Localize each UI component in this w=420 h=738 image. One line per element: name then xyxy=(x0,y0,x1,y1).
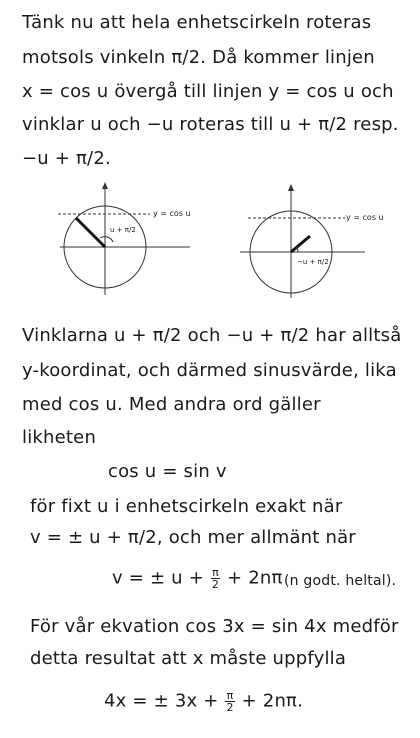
fraction-pi-over-2 xyxy=(225,690,234,713)
text-line: Tänk nu att hela enhetscirkeln roteras xyxy=(22,12,372,33)
text-line: För vår ekvation cos 3x = sin 4x medför xyxy=(30,616,399,637)
text-line: vinklar u och −u roteras till u + π/2 resp. xyxy=(22,114,399,135)
text-line: motsols vinkeln π/2. Då kommer linjen xyxy=(22,47,375,68)
fraction-pi-over-2 xyxy=(211,567,220,590)
equation-lhs: 4x = ± 3x + xyxy=(104,690,219,712)
line-label: y = cos u xyxy=(346,213,384,222)
text-line: detta resultat att x måste uppfylla xyxy=(30,648,347,669)
radius-line xyxy=(76,218,105,247)
equation-cos-sin: cos u = sin v xyxy=(108,461,227,482)
angle-label: −u + π/2 xyxy=(297,258,329,266)
equation-rhs: + 2nπ. xyxy=(241,690,304,712)
text-line: −u + π/2. xyxy=(22,148,111,169)
fraction-numerator: π xyxy=(226,689,234,702)
equation-note: (n godt. heltal). xyxy=(284,573,397,589)
text-line: med cos u. Med andra ord gäller xyxy=(22,394,321,415)
text-line: x = cos u övergå till linjen y = cos u och xyxy=(22,81,394,102)
angle-label: u + π/2 xyxy=(110,226,136,234)
text-line: likheten xyxy=(22,427,97,448)
equation-v-general xyxy=(112,567,283,590)
text-line: y-koordinat, och därmed sinusvärde, lika xyxy=(22,360,397,381)
equation-rhs: + 2nπ xyxy=(227,567,283,589)
unit-circle-figure-right xyxy=(230,180,420,300)
fraction-denominator: 2 xyxy=(226,701,234,714)
text-line: Vinklarna u + π/2 och −u + π/2 har alltså xyxy=(22,325,402,346)
equation-lhs: v = ± u + xyxy=(112,567,204,589)
radius-line xyxy=(291,236,310,252)
y-axis-arrow xyxy=(288,184,294,191)
angle-arc xyxy=(100,237,113,242)
unit-circle-figure-left xyxy=(50,180,250,300)
fraction-denominator: 2 xyxy=(211,578,220,591)
text-line: v = ± u + π/2, och mer allmänt när xyxy=(30,527,356,548)
fraction-numerator: π xyxy=(212,566,219,579)
line-label: y = cos u xyxy=(153,209,191,218)
text-line: för fixt u i enhetscirkeln exakt när xyxy=(30,496,343,517)
equation-4x xyxy=(104,690,303,713)
y-axis-arrow xyxy=(102,182,108,189)
